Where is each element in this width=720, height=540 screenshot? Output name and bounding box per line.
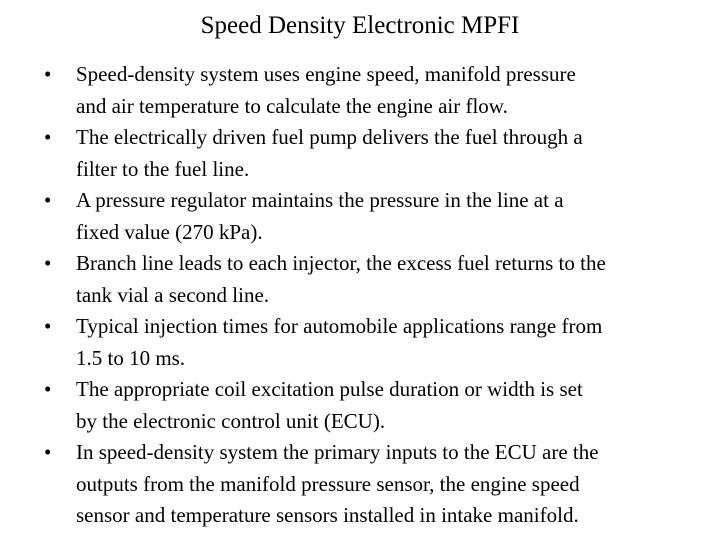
bullet-item	[44, 122, 694, 185]
bullet-line: and air temperature to calculate the engine air flow.	[76, 93, 508, 118]
bullet-item	[44, 437, 694, 532]
bullet-dot-icon: •	[44, 377, 52, 401]
bullet-item	[44, 59, 694, 122]
bullet-text	[76, 185, 694, 248]
bullet-line: Branch line leads to each injector, the excess fuel returns to the	[76, 251, 606, 275]
bullet-line: A pressure regulator maintains the pressure in the line at a	[76, 188, 564, 212]
bullet-item	[44, 374, 694, 437]
bullet-line: The appropriate coil excitation pulse duration or width is set	[76, 377, 583, 401]
bullet-line: The electrically driven fuel pump delivers the fuel through a	[76, 125, 583, 149]
bullet-text	[76, 311, 694, 374]
bullet-text	[76, 122, 694, 185]
bullet-dot-icon: •	[44, 251, 52, 275]
bullet-text	[76, 437, 694, 532]
bullet-list	[44, 59, 694, 532]
bullet-line: sensor and temperature sensors installed in intake manifold.	[76, 503, 579, 527]
bullet-text	[76, 248, 694, 311]
bullet-line: outputs from the manifold pressure sensor, the engine speed	[76, 471, 580, 496]
bullet-line: Typical injection times for automobile applications range from	[76, 314, 603, 338]
bullet-dot-icon: •	[44, 314, 52, 338]
bullet-line: tank vial a second line.	[76, 282, 270, 307]
bullet-dot-icon: •	[44, 440, 52, 464]
bullet-dot-icon: •	[44, 125, 52, 149]
bullet-line: filter to the fuel line.	[76, 156, 250, 181]
bullet-line: In speed-density system the primary inputs to the ECU are the	[76, 440, 599, 464]
bullet-dot-icon: •	[44, 62, 52, 86]
bullet-item	[44, 248, 694, 311]
slide-title: Speed Density Electronic MPFI	[200, 12, 520, 39]
bullet-item	[44, 185, 694, 248]
bullet-text	[76, 59, 694, 122]
bullet-text	[76, 374, 694, 437]
bullet-line: by the electronic control unit (ECU).	[76, 408, 386, 433]
bullet-line: Speed-density system uses engine speed, manifold pressure	[76, 62, 576, 86]
bullet-line: 1.5 to 10 ms.	[76, 345, 186, 370]
bullet-item	[44, 311, 694, 374]
bullet-line: fixed value (270 kPa).	[76, 219, 263, 244]
bullet-dot-icon: •	[44, 188, 52, 212]
